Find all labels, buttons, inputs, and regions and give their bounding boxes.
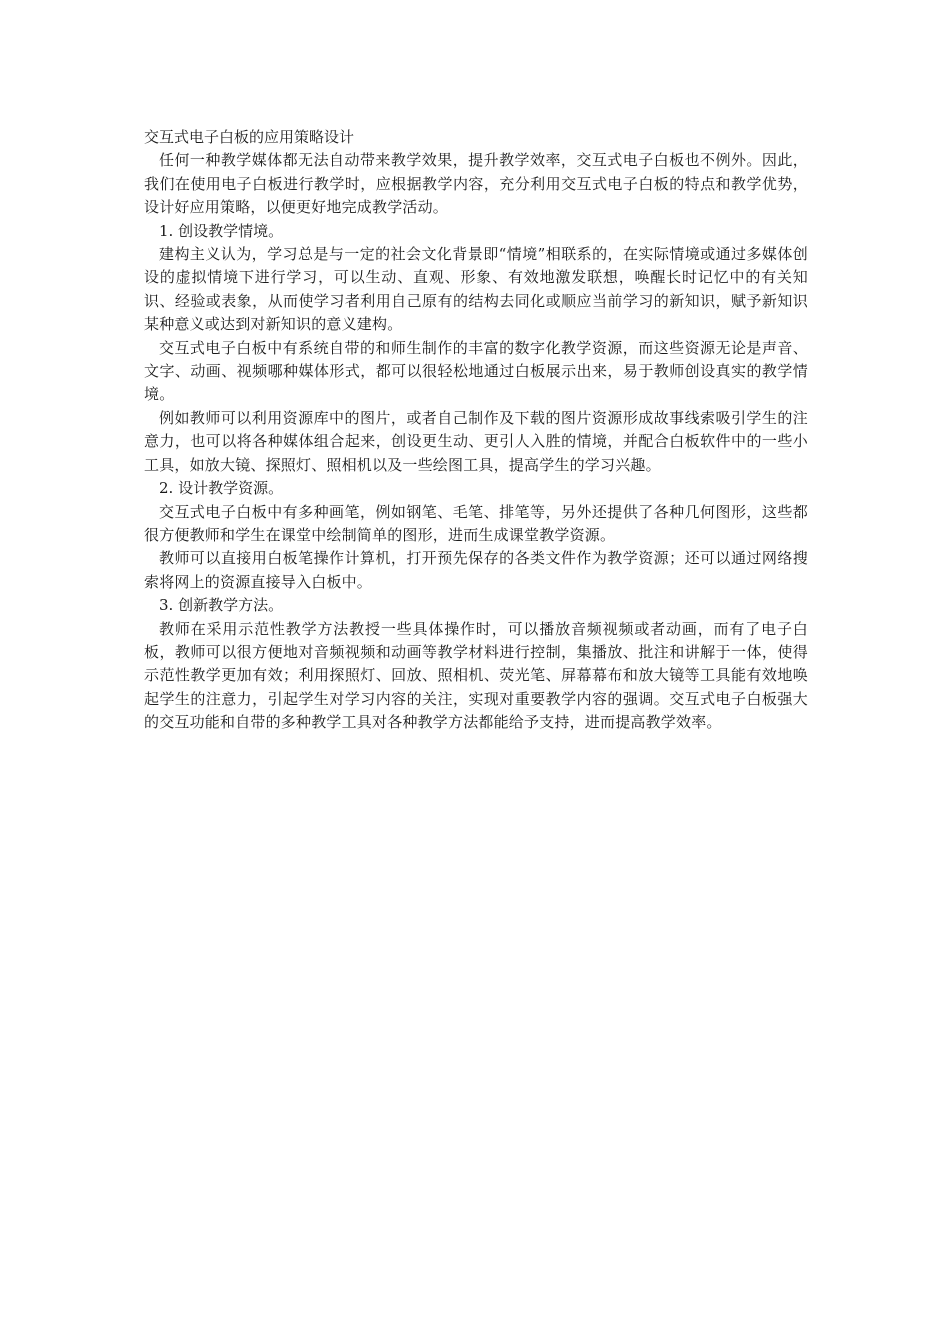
paragraph-teacher-operation: 教师可以直接用白板笔操作计算机，打开预先保存的各类文件作为教学资源；还可以通过网络搜索将网上的资源直接导入白板中。: [144, 549, 808, 591]
paragraph-example: 例如教师可以利用资源库中的图片，或者自己制作及下载的图片资源形成故事线索吸引学生的注意力，也可以将各种媒体组合起来，创设更生动、更引人入胜的情境，并配合白板软件中的一些小工具，如放大镜、探照灯、照相机以及一些绘图工具，提高学生的学习兴趣。: [144, 408, 808, 474]
document-title: 交互式电子白板的应用策略设计: [144, 128, 355, 146]
paragraph-constructivism: 建构主义认为，学习总是与一定的社会文化背景即“情境”相联系的，在实际情境或通过多媒体创设的虚拟情境下进行学习，可以生动、直观、形象、有效地激发联想，唤醒长时记忆中的有关知识、经验或表象，从而使学习者利用自己原有的结构去同化或顺应当前学习的新知识，赋予新知识某种意义或达到对新知识的意义建构。: [144, 245, 808, 334]
paragraph-pens: 交互式电子白板中有多种画笔，例如钢笔、毛笔、排笔等，另外还提供了各种几何图形，这些都很方便教师和学生在课堂中绘制简单的图形，进而生成课堂教学资源。: [144, 502, 808, 544]
document-page: [144, 126, 808, 735]
section-heading-2: 2. 设计教学资源。: [159, 479, 284, 498]
paragraph-intro: 任何一种教学媒体都无法自动带来教学效果，提升教学效率，交互式电子白板也不例外。因此，我们在使用电子白板进行教学时，应根据教学内容，充分利用交互式电子白板的特点和教学优势，设计好应用策略，以便更好地完成教学活动。: [144, 151, 808, 217]
paragraph-methods: 教师在采用示范性教学方法教授一些具体操作时，可以播放音频视频或者动画，而有了电子白板，教师可以很方便地对音频视频和动画等教学材料进行控制，集播放、批注和讲解于一体，使得示范性教学更加有效；利用探照灯、回放、照相机、荧光笔、屏幕幕布和放大镜等工具能有效地唤起学生的注意力，引起学生对学习内容的关注，实现对重要教学内容的强调。交互式电子白板强大的交互功能和自带的多种教学工具对各种教学方法都能给予支持，进而提高教学效率。: [144, 619, 808, 732]
paragraph-digital-resources: 交互式电子白板中有系统自带的和师生制作的丰富的数字化教学资源，而这些资源无论是声音、文字、动画、视频哪种媒体形式，都可以很轻松地通过白板展示出来，易于教师创设真实的教学情境。: [144, 338, 808, 404]
section-heading-3: 3. 创新教学方法。: [159, 596, 284, 615]
section-heading-1: 1. 创设教学情境。: [159, 221, 284, 240]
